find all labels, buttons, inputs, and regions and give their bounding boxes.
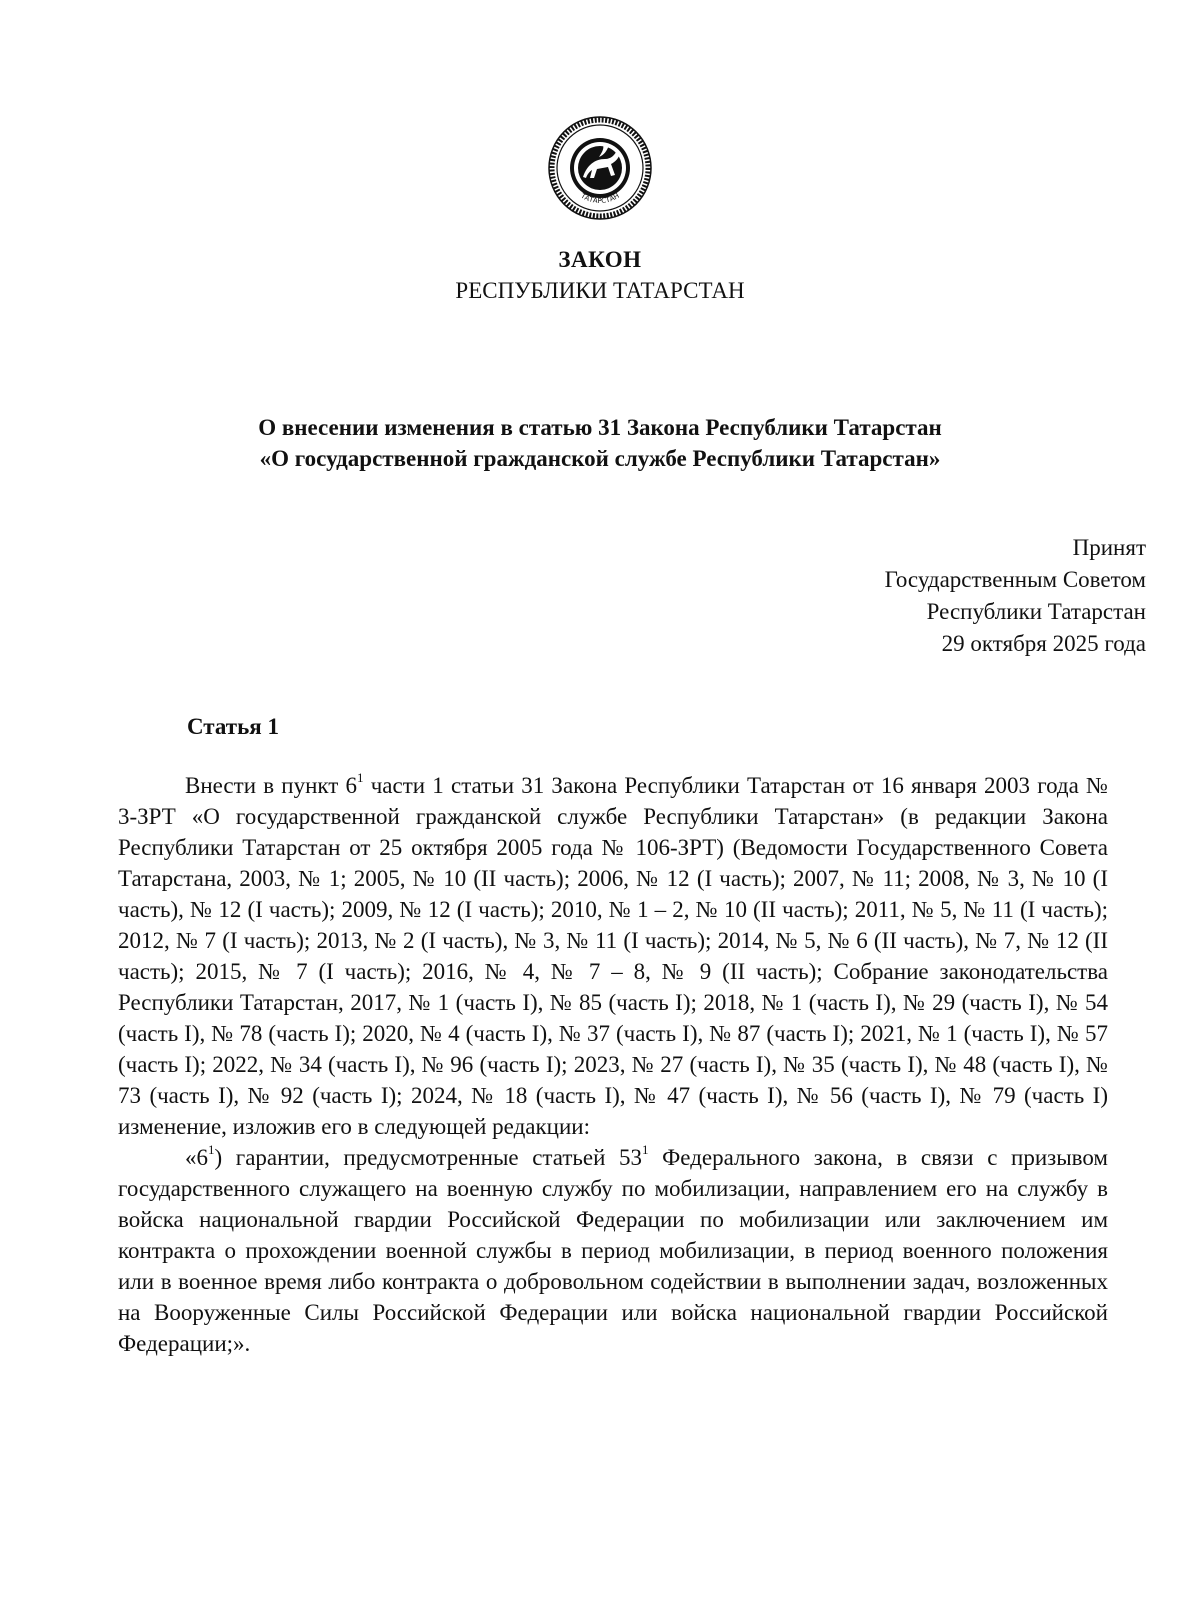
- article-title: Статья 1: [187, 714, 279, 739]
- superscript: 1: [357, 770, 364, 786]
- paragraph: [118, 1142, 1108, 1359]
- adoption-date: 29 октября 2025 года: [941, 631, 1146, 656]
- text-run: Федерального закона, в связи с призывом государственного служащего на военную службу по мобилизации, направлением его на службу в войска национальной гвардии Российской Федерации по мобилизации или заключением им контракта о прохождении военной службы в период мобилизации, в период военного положения или в военное время либо контракта о добровольном содействии в выполнении задач, возложенных на Вооруженные Силы Российской Федерации или войска национальной гвардии Российской Федерации;».: [118, 1145, 1108, 1356]
- text-run: Внести в пункт 6: [185, 773, 358, 798]
- text-run: «6: [185, 1145, 208, 1170]
- adoption-block: [885, 532, 1146, 660]
- superscript: 1: [208, 1142, 215, 1158]
- adoption-line: Принят: [1072, 535, 1146, 560]
- document-heading: [120, 412, 1080, 474]
- emblem-inscription: ТАТАРСТАН: [579, 191, 621, 206]
- paragraph: [118, 770, 1108, 1142]
- adoption-line: Государственным Советом: [884, 567, 1146, 592]
- superscript: 1: [642, 1142, 649, 1158]
- article-body: [118, 770, 1108, 1359]
- law-title: ЗАКОН: [558, 247, 642, 272]
- text-run: части 1 статьи 31 Закона Республики Татарстан от 16 января 2003 года № 3-ЗРТ «О государственной гражданской службе Республики Татарстан» (в редакции Закона Республики Татарстан от 25 октября 2005 года № 106-ЗРТ) (Ведомости Государственного Совета Татарстана, 2003, № 1; 2005, № 10 (II часть); 2006, № 12 (I часть); 2007, № 11; 2008, № 3, № 10 (I часть), № 12 (I часть); 2009, № 12 (I часть); 2010, № 1 – 2, № 10 (II часть); 2011, № 5, № 11 (I часть); 2012, № 7 (I часть); 2013, № 2 (I часть), № 3, № 11 (I часть); 2014, № 5, № 6 (II часть), № 7, № 12 (II часть); 2015, № 7 (I часть); 2016, № 4, № 7 – 8, № 9 (II часть); Собрание законодательства Республики Татарстан, 2017, № 1 (часть I), № 85 (часть I); 2018, № 1 (часть I), № 29 (часть I), № 54 (часть I), № 78 (часть I); 2020, № 4 (часть I), № 37 (часть I), № 87 (часть I); 2021, № 1 (часть I), № 57 (часть I); 2022, № 34 (часть I), № 96 (часть I); 2023, № 27 (часть I), № 35 (часть I), № 48 (часть I), № 73 (часть I), № 92 (часть I); 2024, № 18 (часть I), № 47 (часть I), № 56 (часть I), № 79 (часть I) изменение, изложив его в следующей редакции:: [118, 773, 1108, 1139]
- text-run: ) гарантии, предусмотренные статьей 53: [214, 1145, 643, 1170]
- tatarstan-coat-of-arms-icon: [547, 115, 653, 221]
- heading-line: «О государственной гражданской службе Республики Татарстан»: [259, 446, 941, 471]
- heading-line: О внесении изменения в статью 31 Закона Республики Татарстан: [258, 415, 942, 440]
- law-subtitle: РЕСПУБЛИКИ ТАТАРСТАН: [455, 278, 745, 303]
- adoption-line: Республики Татарстан: [926, 599, 1146, 624]
